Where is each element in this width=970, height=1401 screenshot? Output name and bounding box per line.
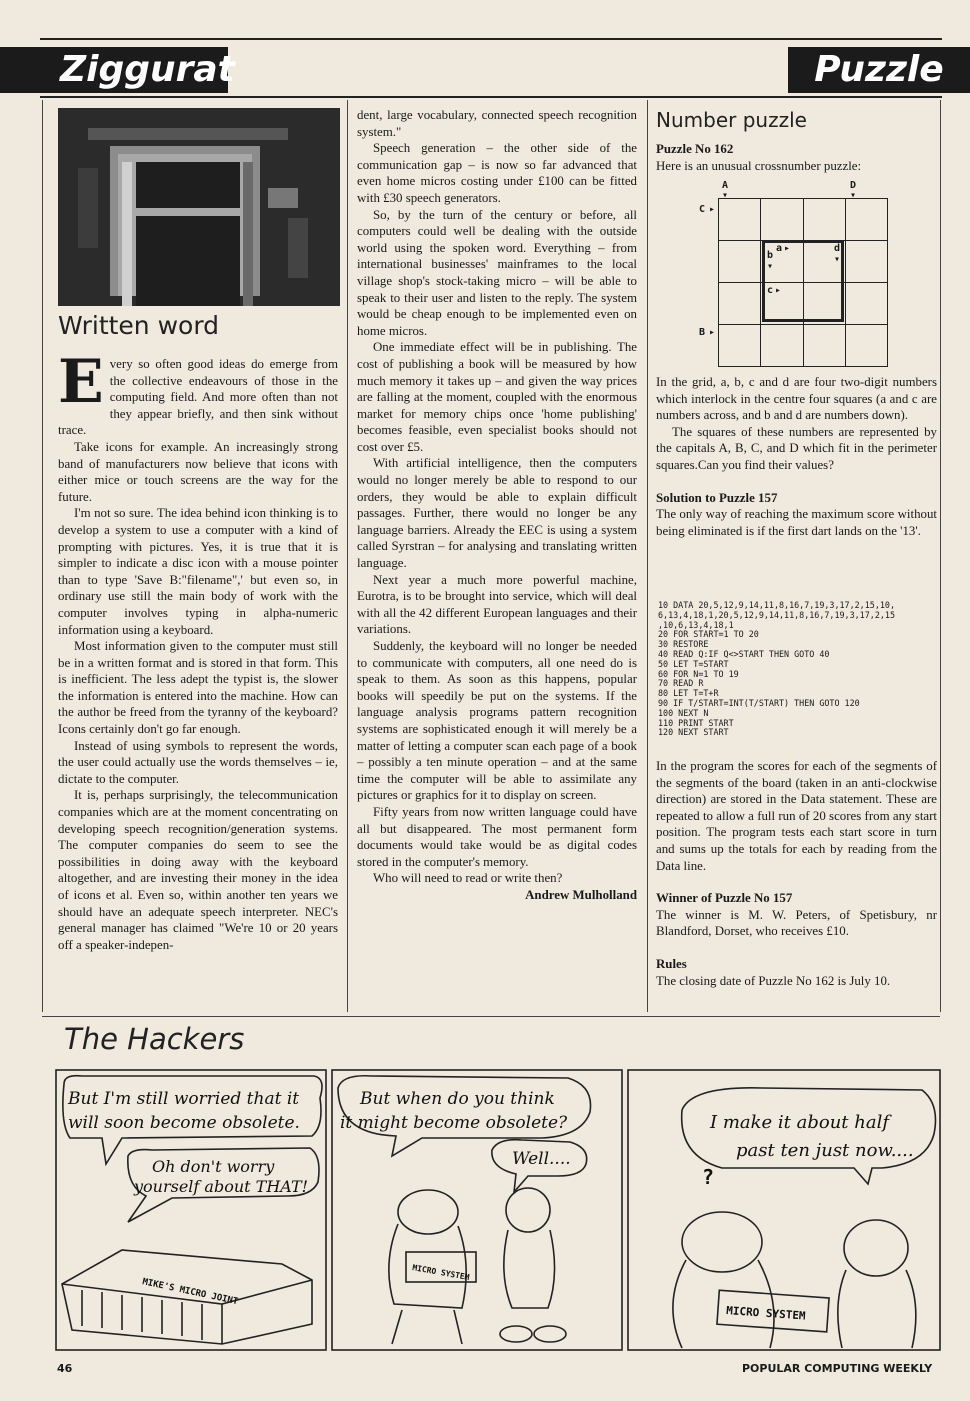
bubble-5-line-1: I make it about half bbox=[710, 1112, 890, 1133]
drop-cap: E bbox=[58, 347, 104, 417]
puzzle-question: The squares of these numbers are represented by the capitals A, B, C, and D which fit in the perimeter squares.Can you find their values? bbox=[656, 424, 937, 472]
comic-title: The Hackers bbox=[64, 1022, 245, 1056]
article-paragraph: It is, perhaps surprisingly, the telecommunication companies which are at the moment concentrating on developing speech recognition/generation systems. The computer companies do seem to see the possibilities in doing away with the keyboard altogether, and are investing their money in the idea of icons et al. Even so, within another ten years we should have an adequate speech interpreter. NEC's general manager has claimed "We're 10 or 20 years off a speaker-indepen- bbox=[58, 788, 338, 952]
comic-strip bbox=[42, 1064, 944, 1360]
article-column-1 bbox=[58, 347, 338, 953]
grid-label-c: c bbox=[767, 285, 774, 296]
right-arrow-icon: ▸ bbox=[709, 204, 716, 215]
puzzle-intro-block bbox=[656, 141, 937, 174]
article-paragraph: Suddenly, the keyboard will no longer be needed to communicate with computers, all one need do is speak to them. As soon as this happens, popular books will speedily be put on the systems. If the language analysis programs pattern recognition systems are sophisticated enough it will merely be a matter of letting a computer scan each page of a book – possibly a ten minute operation – and at the same time the computer will be able to assimilate any pictures or graphics for it to display on screen. bbox=[357, 639, 637, 803]
right-arrow-icon: ▸ bbox=[784, 243, 791, 254]
section-banner-puzzle: Puzzle bbox=[788, 47, 970, 93]
bubble-3-line-2: it might become obsolete? bbox=[340, 1113, 568, 1133]
puzzle-text-block bbox=[656, 374, 937, 539]
down-arrow-icon: ▾ bbox=[850, 190, 857, 201]
column-divider-2 bbox=[647, 100, 648, 1012]
left-border bbox=[42, 100, 43, 1012]
article-paragraph: So, by the turn of the century or before, all computers could well be dealing with the outside world using the spoken word. Everything – from international businesses' mainframes to the local village shop's stock-taking micro – will be able to speak to their user and listen to the reply. The system would be cheap enough to be implemented even on home micros. bbox=[357, 207, 637, 338]
article-paragraph: I'm not so sure. The idea behind icon thinking is to develop a system to use a computer with a kind of prompting with pictures. Yes, it is true that it is simpler to indicate a disc icon with a mouse pointer than to type 'Save B:"filename",' but even so, in ordinary use still the main body of work with the computer involves typing in alpha-numeric information using a keyboard. bbox=[58, 506, 338, 637]
box-label-panel-2: MICRO SYSTEM bbox=[411, 1263, 471, 1283]
article-paragraph: Next year a much more powerful machine, Eurotra, is to be brought into service, which will deal with all the 42 different European languages and their variations. bbox=[357, 572, 637, 637]
comic-panel-1 bbox=[56, 1070, 326, 1350]
author-byline: Andrew Mulholland bbox=[525, 887, 637, 902]
article-paragraph: Fifty years from now written language could have all but disappeared. The most permanent form documents would take would be as digital codes stored in the computer's memory. bbox=[357, 804, 637, 869]
down-arrow-icon: ▾ bbox=[722, 190, 729, 201]
section-banner-ziggurat: Ziggurat bbox=[0, 47, 228, 93]
down-arrow-icon: ▾ bbox=[834, 254, 841, 265]
shop-sign: MIKE'S MICRO JOINT bbox=[141, 1277, 239, 1308]
bubble-5-line-2: past ten just now.... bbox=[736, 1140, 914, 1161]
centre-squares-border bbox=[762, 240, 844, 322]
article-paragraph: Every so often good ideas do emerge from the collective endeavours of those in the computing field. And more often than not they appear briefly, and then sink without trace. bbox=[58, 347, 338, 438]
bubble-2-line-1: Oh don't worry bbox=[152, 1157, 275, 1176]
down-arrow-icon: ▾ bbox=[767, 261, 774, 272]
right-arrow-icon: ▸ bbox=[709, 327, 716, 338]
right-arrow-icon: ▸ bbox=[775, 285, 782, 296]
solution-explanation: In the program the scores for each of the segments of the segments of the board (taken in an anti-clockwise direction) are stored in the Data statement. These are repeated to allow a full run of 20 scores from any start position. The program tests each start score in turn and sums up the totals for each by reading from the Data line. bbox=[656, 759, 937, 873]
header-rule bbox=[40, 96, 942, 98]
article-paragraph: Most information given to the computer must still be in a written format and is stored in that form. This is inefficient. The less adept the typist is, the slower the information is entered into the machine. How can the author be freed from the tyranny of the keyboard? Icons certainly don't go far enough. bbox=[58, 639, 338, 737]
winner-text: The winner is M. W. Peters, of Spetisbury, nr Blandford, Dorset, who receives £10. bbox=[656, 907, 937, 939]
rules-heading: Rules bbox=[656, 956, 687, 971]
bubble-1-line-1: But I'm still worried that it bbox=[68, 1089, 300, 1109]
question-mark: ? bbox=[702, 1165, 715, 1189]
article-column-2 bbox=[357, 107, 637, 904]
comic-rule bbox=[42, 1016, 940, 1017]
article-paragraph: Speech generation – the other side of the communication gap – is now so far advanced that even home micros costing under £100 can be fitted with £30 speech generators. bbox=[357, 141, 637, 205]
rules-text: The closing date of Puzzle No 162 is July 10. bbox=[656, 973, 891, 988]
article-paragraph: Who will need to read or write then? bbox=[373, 871, 563, 886]
article-paragraph: With artificial intelligence, then the computers would no longer merely be able to respond to our orders, they would be able to explain difficult passages. Further, there would no longer be any language barriers. Already the EEC is using a system called Syrstran – for analysing and translating written language. bbox=[357, 456, 637, 571]
puzzle-solution-block bbox=[656, 758, 937, 989]
grid-label-C: C bbox=[699, 204, 706, 215]
puzzle-description: In the grid, a, b, c and d are four two-digit numbers which interlock in the centre four squares (a and c are numbers across, and b and d are numbers down). bbox=[656, 375, 937, 423]
grid-label-D: D bbox=[850, 180, 857, 191]
bubble-3-line-1: But when do you think bbox=[360, 1089, 555, 1109]
puzzle-intro: Here is an unusual crossnumber puzzle: bbox=[656, 158, 862, 173]
puzzle-title: Number puzzle bbox=[656, 108, 807, 132]
article-title: Written word bbox=[58, 311, 220, 340]
grid-label-a: a bbox=[776, 243, 783, 254]
box-label-panel-3: MICRO SYSTEM bbox=[725, 1304, 806, 1323]
comic-panel-2 bbox=[332, 1070, 622, 1350]
grid-label-A: A bbox=[722, 180, 729, 191]
page-number: 46 bbox=[57, 1362, 73, 1375]
bubble-4: Well.... bbox=[512, 1149, 571, 1169]
article-paragraph: dent, large vocabulary, connected speech recognition system." bbox=[357, 108, 637, 139]
solution-heading: Solution to Puzzle 157 bbox=[656, 490, 778, 505]
bubble-1-line-2: will soon become obsolete. bbox=[68, 1113, 300, 1133]
winner-heading: Winner of Puzzle No 157 bbox=[656, 891, 793, 906]
grid-label-d: d bbox=[834, 243, 841, 254]
column-divider-1 bbox=[347, 100, 348, 1012]
bubble-2-line-2: yourself about THAT! bbox=[134, 1177, 309, 1196]
screen-photo bbox=[58, 108, 340, 306]
magazine-name: POPULAR COMPUTING WEEKLY bbox=[742, 1362, 933, 1375]
puzzle-number: Puzzle No 162 bbox=[656, 142, 734, 156]
solution-text: The only way of reaching the maximum score without being eliminated is if the first dart lands on the '13'. bbox=[656, 507, 937, 538]
basic-program-listing: 10 DATA 20,5,12,9,14,11,8,16,7,19,3,17,2,15,10, 6,13,4,18,1,20,5,12,9,14,11,8,16,7,19,3,17,2,15 ,10,6,13,4,18,1 20 FOR START=1 TO 20 30 RESTORE 40 READ Q:IF Q<>START THEN GOTO 40 50 LET T=START 60 FOR N=1 TO 19 70 READ R 80 LET T=T+R 90 IF T/START=INT(T/START) THEN GOTO 120 100 NEXT N 110 PRINT START 120 NEXT START bbox=[658, 600, 895, 738]
article-paragraph: One immediate effect will be in publishing. The cost of publishing a book will be measured by how much memory it takes up – and given the way prices are falling at the moment, coupled with the enormous market for memory chips once 'home publishing' becomes feasible, even specialist books should not cost over £5. bbox=[357, 340, 637, 454]
grid-label-B: B bbox=[699, 327, 706, 338]
article-paragraph: Instead of using symbols to represent the words, the user could actually use the words themselves – ie, dictate to the computer. bbox=[58, 738, 338, 786]
top-rule bbox=[40, 38, 942, 40]
article-paragraph: Take icons for example. An increasingly strong band of manufacturers now believe that icons with either mice or touch screens are the way for the future. bbox=[58, 439, 338, 504]
grid-label-b: b bbox=[767, 250, 774, 261]
right-border bbox=[940, 100, 941, 1012]
